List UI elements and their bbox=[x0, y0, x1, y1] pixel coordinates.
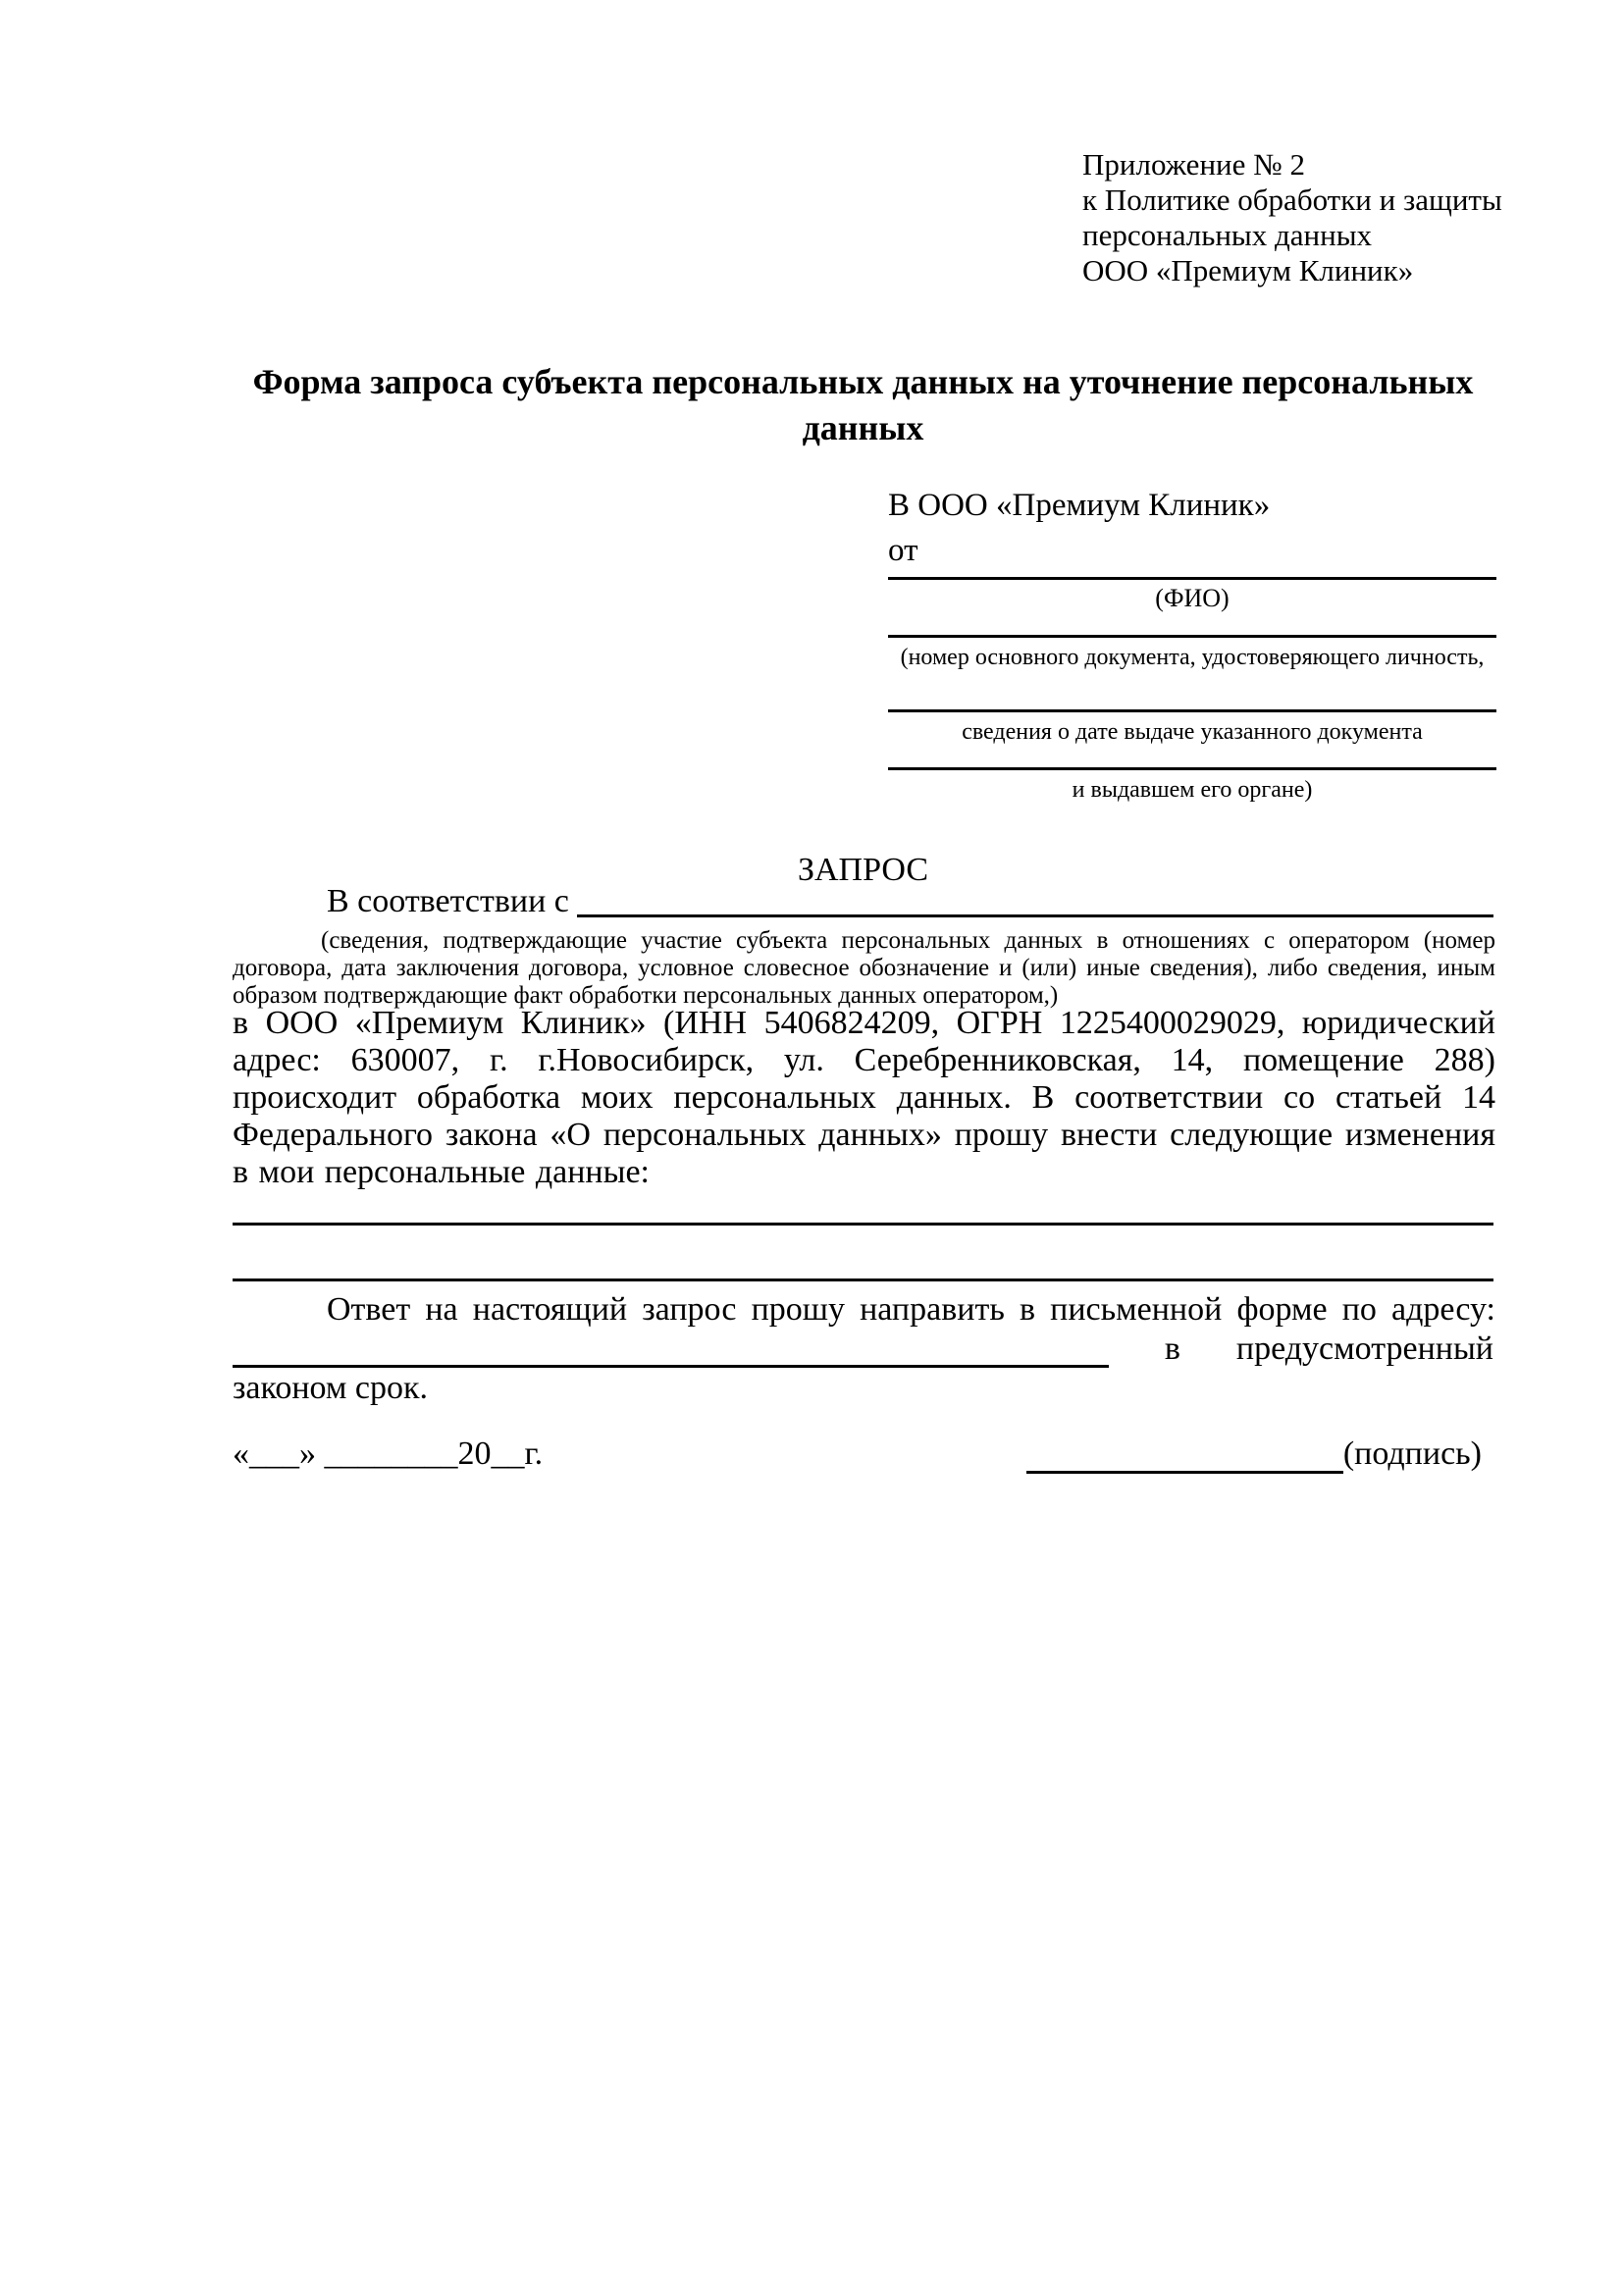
address-blank-line bbox=[233, 1331, 1109, 1368]
from-label: от bbox=[888, 533, 918, 568]
signature-group bbox=[1026, 1435, 1482, 1474]
appendix-note-line: ООО «Премиум Клиник» bbox=[1082, 253, 1414, 287]
basis-line bbox=[233, 883, 1493, 920]
reply-end-text: законом срок. bbox=[233, 1370, 428, 1406]
basis-blank-line bbox=[577, 883, 1493, 917]
reply-word-term: предусмотренный bbox=[1235, 1331, 1493, 1367]
basis-label: В соответствии с bbox=[327, 883, 569, 919]
recipient-line: В ООО «Премиум Клиник» bbox=[888, 488, 1271, 523]
reply-request-text: Ответ на настоящий запрос прошу направить в письменной форме по адресу: bbox=[327, 1291, 1495, 1328]
date-signature-row bbox=[233, 1435, 1482, 1474]
issue-date-caption: сведения о дате выдаче указанного документа bbox=[962, 719, 1423, 745]
appendix-note-line: Приложение № 2 bbox=[1082, 147, 1305, 182]
changes-blank-line bbox=[233, 1278, 1493, 1281]
issuing-authority-caption: и выдавшем его органе) bbox=[1072, 777, 1313, 803]
appendix-note-line: персональных данных bbox=[1082, 218, 1373, 252]
signature-blank-line bbox=[1026, 1437, 1343, 1474]
reply-word-v: в bbox=[1164, 1331, 1180, 1367]
reply-address-line bbox=[233, 1331, 1493, 1368]
page-title: Форма запроса субъекта персональных данных на уточнение персональных данных bbox=[252, 362, 1474, 447]
appendix-note-line: к Политике обработки и защиты bbox=[1082, 183, 1502, 217]
request-body: в ООО «Премиум Клиник» (ИНН 5406824209, ОГРН 1225400029029, юридический адрес: 630007, г. г.Новосибирск, ул. Серебренниковская, 14, помещение 288) происходит обработка моих персональных данных. В соответствии со статьей 14 Федерального закона «О персональных данных» прошу внести следующие изменения в мои персональные данные: bbox=[233, 1005, 1495, 1190]
basis-fine-print: (сведения, подтверждающие участие субъекта персональных данных в отношениях с оператором (номер договора, дата заключения договора, условное словесное обозначение и (или) иные сведения), либо сведения, иным образом подтверждающие факт обработки персональных данных оператором,) bbox=[233, 927, 1495, 1009]
changes-blank-line bbox=[233, 1223, 1493, 1226]
document-number-caption: (номер основного документа, удостоверяющего личность, bbox=[900, 645, 1485, 670]
request-heading: ЗАПРОС bbox=[797, 852, 929, 888]
addressee-block bbox=[888, 483, 1496, 804]
signature-caption: (подпись) bbox=[1342, 1435, 1482, 1472]
fio-caption: (ФИО) bbox=[1155, 584, 1230, 612]
appendix-note bbox=[1082, 147, 1502, 288]
date-blank: «___» ________20__г. bbox=[233, 1435, 544, 1472]
